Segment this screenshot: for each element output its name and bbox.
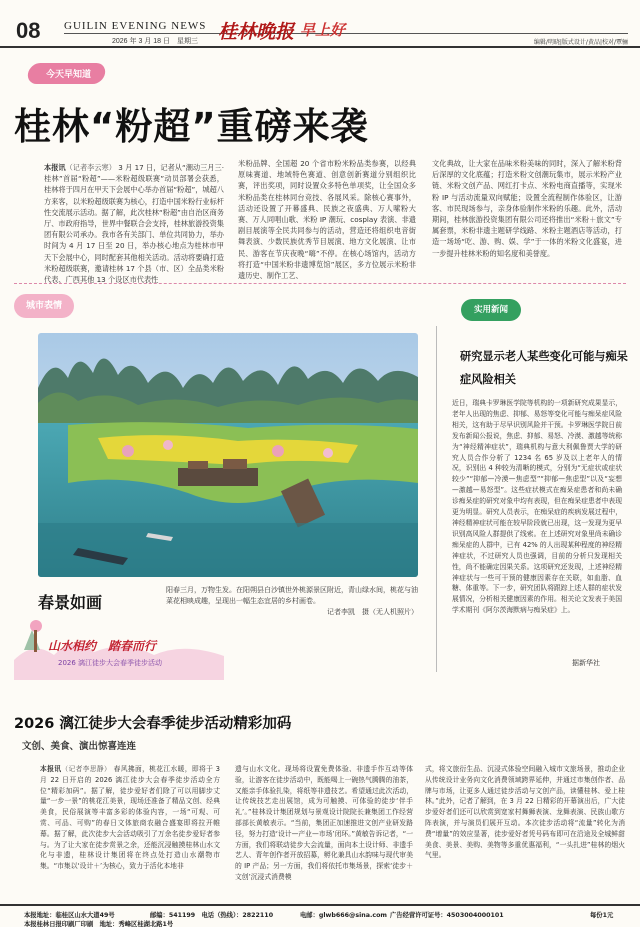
article-text: 3 月 17 日，记者从“潮动三月三·桂林”首届“粉超”——米粉超级联赛”动员部署会获悉，桂林将于四月在甲天下会展中心举办首届“粉超”，城超八方来客，以米粉超级联赛为核心，打造中国米粉行业标杆性交流展示活动。据了解，此次桂林“粉超”由自治区商务厅、市政府指导，世界中餐联合会支持，桂林旅游投资集团有限公司承办。我市各有关部门、单位共同协力，举办时间为 4 月 17 日至 20 日，举办核心地点为桂林市甲天下会展中心，同时配套其他相关活动。活动将要确打造米粉超级联赛，邀请桂林 17 个县（市、区）全品类米粉代表、广西其他 13 个设区市代表性: [44, 163, 224, 285]
page-number: 08: [16, 18, 41, 43]
landscape-photo: [38, 333, 418, 577]
caption-text: 阳春三月，万物生发。在阳朔县白沙镇世外桃源景区附近，青山绿水间，桃花与油菜花相映成趣，呈现出一幅生态宜居的乡村画卷。: [166, 586, 418, 605]
byline-lead: 本报讯: [44, 163, 66, 172]
karst-landscape-image: [38, 333, 418, 577]
section-divider: [14, 283, 626, 284]
footer-phone: 邮编：541199 电话（热线）：2822110: [150, 912, 274, 919]
walk-byline-author: （记者李思静）: [61, 765, 112, 773]
footer-printer: 本报桂林日报印刷厂印刷 地址：秀峰区桂湖北路1号: [24, 921, 174, 927]
walk-headline: 2026 漓江徒步大会春季徒步活动精彩加码: [14, 716, 292, 732]
section-tag-label: 今天早知道: [46, 70, 92, 80]
walk-byline-lead: 本报讯: [40, 765, 62, 773]
section-badge-city: 城市表情: [14, 294, 74, 318]
editor-credits: 编辑/明晓|版式设计/黄品|校对/覃骊: [533, 39, 628, 46]
footer-email: 电邮：glwb666@sina.com: [300, 912, 387, 919]
byline-author: （记者李云寒）: [65, 163, 116, 172]
footer-price: 每份1元: [590, 912, 614, 919]
photo-title: 春景如画: [38, 593, 103, 612]
main-headline: 桂林“粉超”重磅来袭: [14, 105, 369, 148]
article-column-3: 文化典故，让大家在品味米粉美味的同时，深入了解米粉背后深厚的文化底蕴；打造米粉文创潮玩集市，展示米粉产业链、米粉文创产品、网红打卡点、米粉电商直播等，实现米粉 IP 与活动流量双向赋能；设置全流程制作体验区，让游客、市民现场参与，亲身体验制作米粉的乐趣。此外，活动期间，桂林旅游投资集团有限公司还将推出“米粉＋旅文”专属套票，米粉非遗主题研学线路、米粉主题酒店等活动，打造一场场“吃、游、购、娱、学”于一体的米粉文化盛宴，进一步提升桂林米粉的知名度和美誉度。: [432, 159, 622, 258]
section-badge-practical: 实用新闻: [461, 299, 521, 321]
paper-name-en: GUILIN EVENING NEWS: [64, 20, 207, 32]
footer-license: 广告经营许可证号：4503004000101: [390, 912, 504, 919]
section-tag-today: [26, 63, 107, 84]
article-column-2: 米粉品牌、全国超 20 个省市粉米粉品类参赛，以经典原味赛道、地域特色赛道、创意创新赛道分别组织比赛，评出奖项，同时设置众多特色单项奖，让全国众多米粉品类在桂林同台竞技、各展风采。除核心赛事外，活动还设置了开幕盛典、民族之夜盛典、万人嗦粉大赛、万人同唱山歌、米粉 IP 潮玩、cosplay 表演、非遗剧目展演等全民共同参与的活动，营造还将组织电音街舞表演、少数民族优秀节目展演、地方文化展演、让市民、游客在节庆夜晚“嗨”不停。在核心场馆内，活动方将打造“中国米粉非遗博览馆”展区，多方位展示米粉非遗历史、制作工艺、: [238, 159, 416, 281]
page-footer: [0, 904, 640, 927]
masthead: [0, 0, 640, 48]
walk-column-3: 式，将文旅衍生品、沉浸式体验空间融入城市文旅场景，推动企业从传统设计业务向文化消费领域跨界延伸，并通过市集创作者、品牌与市场，让更多人通过徒步活动与文创产品，读懂桂林、爱上桂林。”此外，记者了解到，在 3 月 22 日精彩的开幕演出后，广大徒步爱好者们还可以欣赏到宽家村舞狮表演、龙舞表演、民族山歌方阵表演，并与演员们展开互动。本次徒步活动将“流量”转化为消费“增量”的效应显著，徒步爱好者凭号码布即可在沿途及全城鲜甜美食、美景、美购、美物等多重优惠福利，“一头扎进”桂林的烟火气里。: [425, 765, 625, 860]
header-rule: [64, 33, 628, 34]
issue-date: 2026 年 3 月 18 日 星期三: [112, 38, 198, 45]
walk-text-1: 春风拂面，桃花江水暖，即将于 3 月 22 日开启的 2026 漓江徒步大会春季徒步活动全方位“精彩加码”。据了解，徒步爱好者们除了可以用脚步丈量“一步一景”的桃花江美景，现场还准备了精品文创、经典美食，民俗展演等丰富多彩的体验内容，一场“可观、可赏、可品、可购”的春日文体旅商农融合盛宴即将拉开帷幕。据了解，此次徒步大会活动吸引了万余名徒步爱好者参与。为了让大家在徒步赏景之余，还能沉浸触摸桂林山水文化与非遗，桂林设计集团将在终点处打造山水潮物市集。“市集以‘设计＋’为核心，致力于活化本地非: [40, 765, 220, 871]
photo-credit: 记者李凯 摄（无人机照片）: [327, 608, 418, 616]
walk-subheadline: 文创、美食、演出惊喜连连: [22, 741, 137, 752]
health-headline: 研究显示老人某些变化可能与痴呆症风险相关: [460, 350, 628, 386]
walk-slogan: 山水相约 踏春而行: [48, 639, 157, 653]
footer-address: 本报地址：临桂区山水大道49号: [24, 912, 115, 919]
paper-logo: 桂林晚报: [218, 21, 295, 43]
walk-banner-title: 2026 漓江徒步大会春季徒步活动: [58, 659, 163, 667]
article-column-1: [44, 162, 224, 285]
walk-column-1: [40, 764, 220, 872]
walk-column-2: 遗与山水文化。现场将设置免费体验、非遗手作互动等体验，让游客在徒步活动中，既能喝上一碗热气腾腾的油茶，又能亲手体验扎染，将纸等非遗技艺。希望通过此次活动，让传统技艺走出展馆，成为可触摸、可体验的徒步‘伴手礼’。”桂林设计集团规划与景观设计院院长兼集团工作经营部部长黄敏表示。“当前，集团正加速推进文创产业研发路径，努力打造‘设计—产业—市场’闭环。”黄敏告诉记者，“一方面，我们将联动徒步大会流量，面向本土设计师、非遗手艺人、青年创作者开放招募，孵化兼具山水韵味与现代审美的 IP 产品；另一方面，我们将依托市集场景，探索‘徒步＋文创’沉浸式消费模: [235, 765, 413, 881]
edition-name: 早上好: [300, 21, 346, 39]
health-article-body: 近日，瑞典卡罗琳医学院等机构的一项新研究成果显示，老年人出现的焦虑、抑郁、易怒等变化可能与痴呆症风险相关，这有助于尽早识别风险并干预。卡罗琳医学院日前发布新闻公报说，焦虑、抑郁、易怒、冷漠、激越等统称为“神经精神症状”，瑞典机构与意大利佩鲁贾大学的研究人员合作分析了 1234 名 65 岁及以上老年人的情况，识别出 4 种较为清晰的模式，分别为“无症状或症状较少”“抑郁—冷漠—焦虑型”“抑郁—焦虑型”以及“妄想—激越—易怒型”。这些症状模式在痴呆症患者和尚未确诊痴呆症的研究对象中均有表现，但在痴呆症患者中表现更为明显。研究人员表示，在痴呆症的疾病发展过程中，神经精神症状可能在较早阶段就已出现，这一发现为更早识别高风险人群提供了线索。在上述研究对象里尚未确诊痴呆症的人群中，已有 42% 的人出现某种程度的神经精神症状，不过研究人员也强调，目前的分析只发现相关性，尚不能确定因果关系。这项研究还发现，上述神经精神症状与一些可干预的健康因素存在关联，如血脂、血糖、体重等。下一步，研究团队将跟踪上述人群的症状发展情况，分析相关健康因素的作用。相关论文发表于美国学术期刊《阿尔茨海默病与痴呆症》上。: [452, 399, 622, 615]
health-source: 据新华社: [572, 659, 600, 667]
